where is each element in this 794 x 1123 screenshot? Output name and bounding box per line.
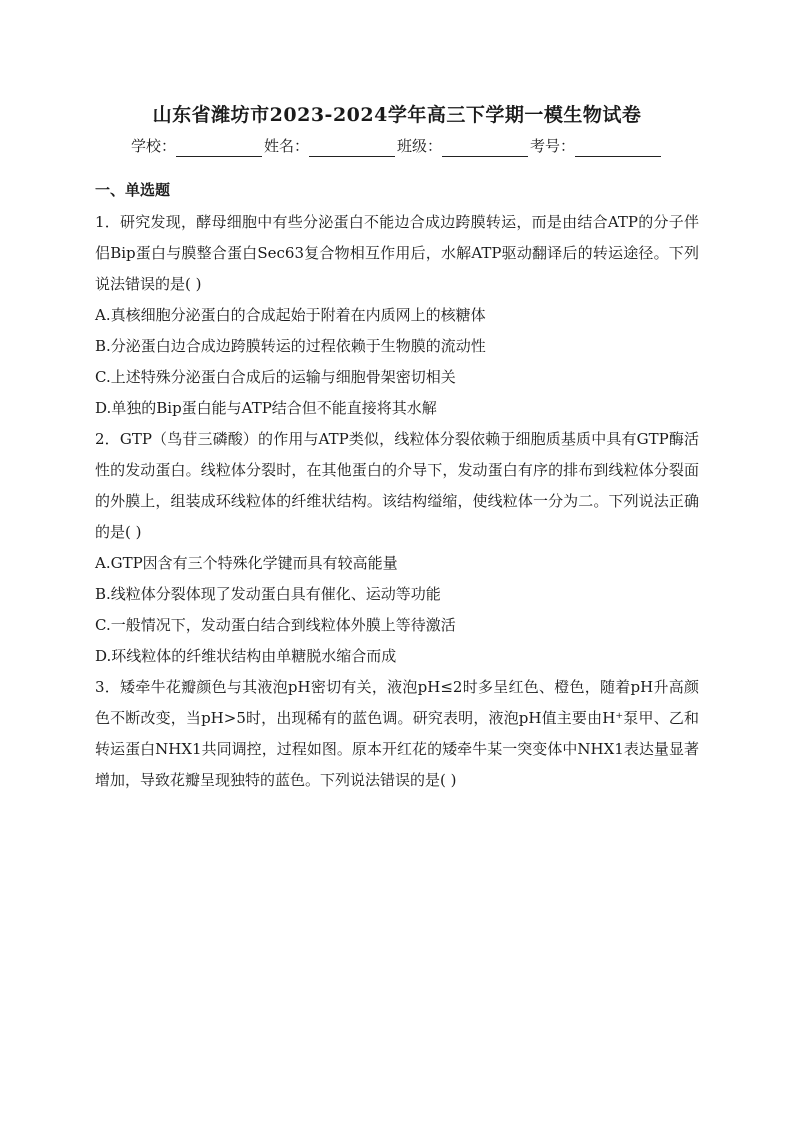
option-a: A.GTP因含有三个特殊化学键而具有较高能量 <box>95 554 398 572</box>
name-blank[interactable] <box>309 140 395 157</box>
question-stem: 2．GTP（鸟苷三磷酸）的作用与ATP类似，线粒体分裂依赖于细胞质基质中具有GTP酶活性的发动蛋白。线粒体分裂时，在其他蛋白的介导下，发动蛋白有序的排布到线粒体分裂面的外膜上，组装成环线粒体的纤维状结构。该结构缢缩，使线粒体一分为二。下列说法正确的是( ) <box>95 430 699 541</box>
option-b: B.分泌蛋白边合成边跨膜转运的过程依赖于生物膜的流动性 <box>95 337 486 355</box>
number-blank[interactable] <box>575 140 661 157</box>
number-label: 考号： <box>530 137 576 155</box>
school-field <box>131 135 264 157</box>
option-c: C.上述特殊分泌蛋白合成后的运输与细胞骨架密切相关 <box>95 368 456 386</box>
question-stem: 3．矮牵牛花瓣颜色与其液泡pH密切有关，液泡pH≤2时多呈红色、橙色，随着pH升高颜色不断改变，当pH>5时，出现稀有的蓝色调。研究表明，液泡pH值主要由H⁺泵甲、乙和转运蛋白NHX1共同调控，过程如图。原本开红花的矮牵牛某一突变体中NHX1表达量显著增加，导致花瓣呈现独特的蓝色。下列说法错误的是( ) <box>95 678 699 789</box>
question-3 <box>95 672 699 796</box>
question-1 <box>95 207 699 424</box>
option-c: C.一般情况下，发动蛋白结合到线粒体外膜上等待激活 <box>95 616 456 634</box>
section-heading: 一、单选题 <box>95 181 171 199</box>
class-label: 班级： <box>397 137 443 155</box>
question-stem: 1．研究发现，酵母细胞中有些分泌蛋白不能边合成边跨膜转运，而是由结合ATP的分子伴侣Bip蛋白与膜整合蛋白Sec63复合物相互作用后，水解ATP驱动翻译后的转运途径。下列说法错误的是( ) <box>95 213 699 293</box>
option-d: D.环线粒体的纤维状结构由单糖脱水缩合而成 <box>95 647 397 665</box>
school-label: 学校： <box>130 137 176 155</box>
class-field <box>397 135 530 157</box>
option-a: A.真核细胞分泌蛋白的合成起始于附着在内质网上的核糖体 <box>95 306 486 324</box>
option-b: B.线粒体分裂体现了发动蛋白具有催化、运动等功能 <box>95 585 441 603</box>
school-blank[interactable] <box>176 140 262 157</box>
question-2 <box>95 424 699 672</box>
name-label: 姓名： <box>263 137 309 155</box>
name-field <box>264 135 397 157</box>
page-title: 山东省潍坊市2023-2024学年高三下学期一模生物试卷 <box>152 104 642 126</box>
student-info-row <box>0 135 794 157</box>
class-blank[interactable] <box>442 140 528 157</box>
option-d: D.单独的Bip蛋白能与ATP结合但不能直接将其水解 <box>95 399 437 417</box>
number-field <box>530 135 663 157</box>
exam-content <box>95 179 699 796</box>
